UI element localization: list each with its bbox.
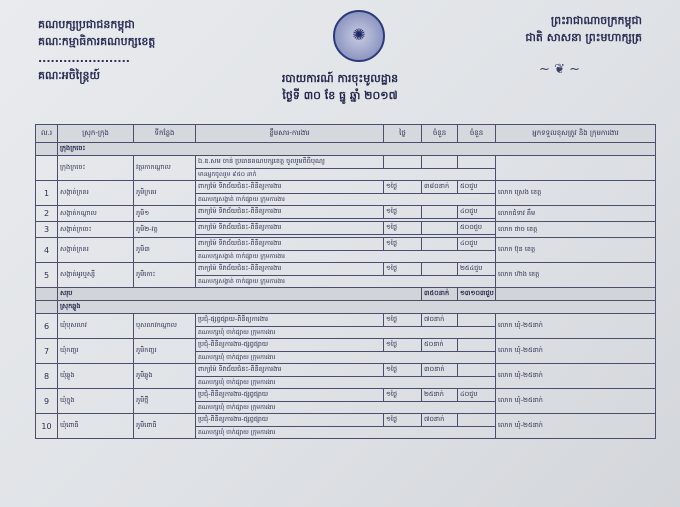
table-cell: ៤០ជួប bbox=[458, 206, 496, 219]
table-cell: ៥០ជួប bbox=[458, 181, 496, 194]
table-cell bbox=[458, 414, 496, 427]
section-row bbox=[36, 301, 656, 314]
table-cell: គណបក្សឃុំ ចាក់ផ្សាយ ក្រុមការងារ bbox=[196, 377, 496, 389]
table-cell bbox=[422, 206, 458, 219]
table-cell: ស្រុកឆ្លូង bbox=[58, 301, 656, 314]
table-cell: លោកជំទាវ គឹម bbox=[496, 206, 656, 222]
table-cell bbox=[36, 288, 58, 301]
table-cell: ឃុំឆ្លូង bbox=[58, 364, 134, 389]
table-cell: លោក ឃុំ-២៥នាក់ bbox=[496, 389, 656, 414]
table-cell: សង្កាត់ក្រចេះ bbox=[58, 222, 134, 238]
table-row bbox=[36, 414, 656, 427]
table-cell: ប្រជុំ-ពិនិត្យការងារ-ផ្សព្វផ្សាយ bbox=[196, 389, 384, 402]
table-body bbox=[36, 143, 656, 439]
table-cell: ១ថ្ងៃ bbox=[384, 314, 422, 327]
title-line: របាយការណ៍ ការចុះមូលដ្ឋាន bbox=[281, 72, 399, 85]
report-title bbox=[0, 70, 680, 104]
table-cell: បុសលាវកណ្តាល bbox=[134, 314, 196, 339]
table-row bbox=[36, 263, 656, 276]
table-cell: ១ថ្ងៃ bbox=[384, 364, 422, 377]
table-cell: ១ថ្ងៃ bbox=[384, 389, 422, 402]
table-cell: ពាក្យម៉ៃ ទិវាជ័យជំនះ-ពិនិត្យការងារ bbox=[196, 263, 384, 276]
table-cell: ក្រុងក្រចេះ bbox=[58, 156, 134, 181]
table-cell: 6 bbox=[36, 314, 58, 339]
table-cell: ភូមិ១ bbox=[134, 206, 196, 222]
column-header: ចំនួន bbox=[458, 125, 496, 143]
table-cell: ១ថ្ងៃ bbox=[384, 222, 422, 235]
table-cell: គណបក្សឃុំ ចាក់ផ្សាយ ក្រុមការងារ bbox=[196, 427, 496, 439]
party-logo-icon bbox=[333, 10, 385, 62]
column-header: ចំនួន bbox=[422, 125, 458, 143]
table-cell: លោក ហ៊ាង ខេត្ត bbox=[496, 263, 656, 288]
table-cell: លោក ឃុំ-២៥នាក់ bbox=[496, 339, 656, 364]
table-cell: ភូមិ៣ bbox=[134, 238, 196, 263]
table-cell: ភូមិពោធិ bbox=[134, 414, 196, 439]
table-cell bbox=[36, 301, 58, 314]
table-cell: ១ថ្ងៃ bbox=[384, 206, 422, 219]
table-cell: សង្កាត់កណ្តាល bbox=[58, 206, 134, 222]
table-cell: ភូមិកញ្ចរ bbox=[134, 339, 196, 364]
table-cell: ភូមិឆ្លូង bbox=[134, 364, 196, 389]
table-cell: សរុប bbox=[58, 288, 422, 301]
table-cell bbox=[458, 364, 496, 377]
table-cell: 2 bbox=[36, 206, 58, 222]
table-cell: គណបក្សឃុំ ចាក់ផ្សាយ ក្រុមការងារ bbox=[196, 327, 496, 339]
table-cell: ឃុំបុសលាវ bbox=[58, 314, 134, 339]
header-left-line: គណៈអចិន្ត្រៃយ៍ bbox=[38, 69, 100, 82]
table-cell bbox=[496, 288, 656, 301]
table-cell: លោក ថាច ខេត្ត bbox=[496, 222, 656, 238]
table-cell: ៧០នាក់ bbox=[422, 314, 458, 327]
table-cell: ១៣១០៣ជួប bbox=[458, 288, 496, 301]
table-row bbox=[36, 222, 656, 235]
header-left-line: គណៈកម្មាធិការគណបក្សខេត្ត bbox=[38, 35, 156, 48]
table-cell: វត្តរកាកណ្តាល bbox=[134, 156, 196, 181]
table-cell: ពាក្យម៉ៃ ទិវាជ័យជំនះ-ពិនិត្យការងារ bbox=[196, 364, 384, 377]
table-cell: គណបក្សឃុំ ចាក់ផ្សាយ ក្រុមការងារ bbox=[196, 402, 496, 414]
table-cell: ៣៥០នាក់ bbox=[422, 288, 458, 301]
table-cell: ពាក្យម៉ៃ ទិវាជ័យជំនះ-ពិនិត្យការងារ bbox=[196, 181, 384, 194]
table-cell: ក្រុងក្រចេះ bbox=[58, 143, 656, 156]
table-cell bbox=[458, 314, 496, 327]
table-cell: លោក ប៊ុន ខេត្ត bbox=[496, 238, 656, 263]
table-cell: ប្រជុំ-ផ្សព្វផ្សាយ-ពិនិត្យការងារ bbox=[196, 314, 384, 327]
table-cell: ឃុំកញ្ចរ bbox=[58, 339, 134, 364]
table-row bbox=[36, 364, 656, 377]
table-cell: ឃុំពោធិ bbox=[58, 414, 134, 439]
table-cell: សង្កាត់អូរឬស្សី bbox=[58, 263, 134, 288]
table-cell: ១ថ្ងៃ bbox=[384, 414, 422, 427]
table-cell: លោក ស្រេង ខេត្ត bbox=[496, 181, 656, 206]
table-row bbox=[36, 156, 656, 169]
table-cell: ១ថ្ងៃ bbox=[384, 238, 422, 251]
table-cell: សង្កាត់ក្រគរ bbox=[58, 181, 134, 206]
column-header: អ្នកទទួលខុសត្រូវ និង ក្រុមការងារ bbox=[496, 125, 656, 143]
table-cell: ពាក្យម៉ៃ ទិវាជ័យជំនះ-ពិនិត្យការងារ bbox=[196, 206, 384, 219]
table-cell bbox=[36, 156, 58, 181]
column-header: ខ្លឹមសារ-ការងារ bbox=[196, 125, 384, 143]
header-left-line: ...................... bbox=[38, 52, 130, 65]
table-cell: 10 bbox=[36, 414, 58, 439]
table-row bbox=[36, 181, 656, 194]
header-left-line: គណបក្សប្រជាជនកម្ពុជា bbox=[38, 18, 135, 31]
table-cell: ភូមិ២-វត្ត bbox=[134, 222, 196, 238]
table-cell: 1 bbox=[36, 181, 58, 206]
table-cell: លោក ឃុំ-២៥នាក់ bbox=[496, 364, 656, 389]
table-cell: ប្រជុំ-ពិនិត្យការងារ-ផ្សព្វផ្សាយ bbox=[196, 339, 384, 352]
title-line: ថ្ងៃទី ៣០ ខែ ធ្នូ ឆ្នាំ ២០១៧ bbox=[282, 89, 398, 102]
table-row bbox=[36, 389, 656, 402]
table-cell: ពាក្យម៉ៃ ទិវាជ័យជំនះ-ពិនិត្យការងារ bbox=[196, 238, 384, 251]
column-header: ថ្ងៃ bbox=[384, 125, 422, 143]
column-header: ល.រ bbox=[36, 125, 58, 143]
table-row bbox=[36, 314, 656, 327]
table-cell bbox=[36, 143, 58, 156]
table-row bbox=[36, 238, 656, 251]
table-cell: 8 bbox=[36, 364, 58, 389]
table-cell: ៥០នាក់ bbox=[422, 339, 458, 352]
table-cell: គណបក្សឃុំ ចាក់ផ្សាយ ក្រុមការងារ bbox=[196, 352, 496, 364]
table-cell: ៣០នាក់ bbox=[422, 364, 458, 377]
table-cell: ៤០ជួប bbox=[458, 389, 496, 402]
table-cell bbox=[422, 263, 458, 276]
table-row bbox=[36, 206, 656, 219]
table-cell bbox=[458, 156, 496, 169]
table-cell: ១ថ្ងៃ bbox=[384, 181, 422, 194]
table-cell bbox=[384, 156, 422, 169]
table-cell bbox=[422, 222, 458, 235]
table-cell: គណបក្សសង្កាត់ ចាក់ផ្សាយ ក្រុមការងារ bbox=[196, 251, 496, 263]
header-right-line: ព្រះរាជាណាចក្រកម្ពុជា bbox=[550, 14, 642, 27]
table-row bbox=[36, 339, 656, 352]
report-table bbox=[35, 124, 656, 439]
table-cell: ប្រជុំ-ពិនិត្យការងារ-ផ្សព្វផ្សាយ bbox=[196, 414, 384, 427]
section-row bbox=[36, 143, 656, 156]
table-cell: 5 bbox=[36, 263, 58, 288]
table-cell: ១ថ្ងៃ bbox=[384, 263, 422, 276]
column-header: ទីកន្លែង bbox=[134, 125, 196, 143]
table-cell: ឃុំក្នុង bbox=[58, 389, 134, 414]
table-cell: ៣៨០នាក់ bbox=[422, 181, 458, 194]
table-cell: គណបក្សសង្កាត់ ចាក់ផ្សាយ ក្រុមការងារ bbox=[196, 276, 496, 288]
table-cell bbox=[496, 156, 656, 181]
table-cell: លោក ឃុំ-២៥នាក់ bbox=[496, 314, 656, 339]
table-cell: ភូមិកោះ bbox=[134, 263, 196, 288]
table-cell: 3 bbox=[36, 222, 58, 238]
table-cell: ពាក្យម៉ៃ ទិវាជ័យជំនះ-ពិនិត្យការងារ bbox=[196, 222, 384, 235]
table-cell: ៥០០ជួប bbox=[458, 222, 496, 235]
table-cell: 9 bbox=[36, 389, 58, 414]
table-cell: ២៥៤ជួប bbox=[458, 263, 496, 276]
table-cell bbox=[458, 339, 496, 352]
sum-row bbox=[36, 288, 656, 301]
table-cell: គណបក្សសង្កាត់ ចាក់ផ្សាយ ក្រុមការងារ bbox=[196, 194, 496, 206]
table-cell: មានអ្នកចូលរួម ៩៥០ នាក់ bbox=[196, 169, 496, 181]
table-cell: លោក ឃុំ-២៥នាក់ bbox=[496, 414, 656, 439]
table-header-row bbox=[36, 125, 656, 143]
table-cell: ភូមិក្រគរ bbox=[134, 181, 196, 206]
header-right-line: ជាតិ សាសនា ព្រះមហាក្សត្រ bbox=[525, 31, 642, 44]
table-cell bbox=[422, 156, 458, 169]
table-cell: ៤០ជួប bbox=[458, 238, 496, 251]
logo-glyph: ✺ bbox=[352, 25, 366, 44]
table-cell: ឯ.ឧ.សម ចាន់ ប្រធានគណបក្សខេត្ត ចូលរួមពិធីបុណ្យ bbox=[196, 156, 384, 169]
column-header: ស្រុក-ក្រុង bbox=[58, 125, 134, 143]
table-cell: 4 bbox=[36, 238, 58, 263]
header-right bbox=[525, 12, 642, 46]
table-cell: 7 bbox=[36, 339, 58, 364]
table-cell: សង្កាត់ក្រគរ bbox=[58, 238, 134, 263]
table-cell: ២៥នាក់ bbox=[422, 389, 458, 402]
table-cell: ភូមិថ្មី bbox=[134, 389, 196, 414]
table-cell bbox=[422, 238, 458, 251]
table-cell: ៧០នាក់ bbox=[422, 414, 458, 427]
table-cell: ១ថ្ងៃ bbox=[384, 339, 422, 352]
ornament-divider: ~ ❦ ~ bbox=[539, 62, 580, 77]
